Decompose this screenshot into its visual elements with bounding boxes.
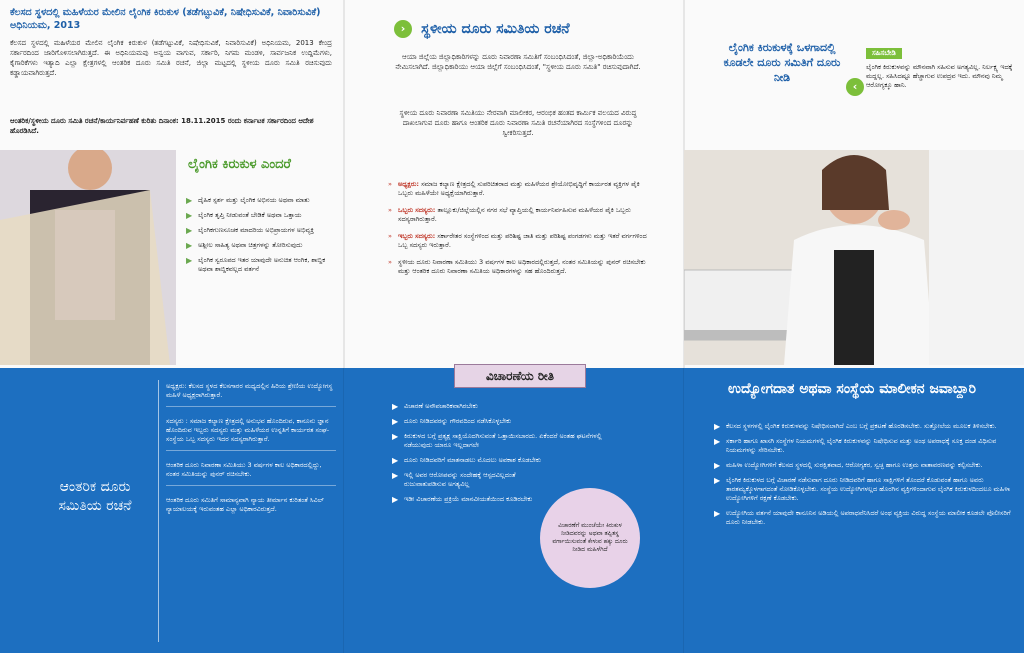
chevron-icon: ▶ <box>714 437 721 446</box>
act-title: ಕೆಲಸದ ಸ್ಥಳದಲ್ಲಿ ಮಹಿಳೆಯರ ಮೇಲಿನ ಲೈಂಗಿಕ ಕಿರುಕುಳ (ತಡೆಗಟ್ಟುವಿಕೆ, ನಿಷೇಧಿಸುವಿಕೆ, ನಿವಾರಿಸುವಿಕೆ) ಅಧಿನಿಯಮ, 2013 <box>10 7 321 31</box>
what-title: ಲೈಂಗಿಕ ಕಿರುಕುಳ ಎಂದರೆ <box>188 157 291 172</box>
chevron-left-icon: ‹ <box>846 78 864 96</box>
chevron-icon: ▶ <box>392 471 399 480</box>
chevron-icon: ▶ <box>392 432 399 441</box>
list-item: ಆಂತರಿಕ ದೂರು ಸಮಿತಿಗೆ ಸಾಮಾನ್ಯವಾಗಿ ನ್ಯಾಯ ತೀರ್ಮಾನ ಕುರಿತಂತೆ ಸಿವಿಲ್ ನ್ಯಾಯಾಲಯಕ್ಕೆ ಇರುವಂತಹ ಎಲ್ಲಾ ಅಧಿಕಾರವಿರುತ್ತದೆ. <box>166 496 324 513</box>
responsibility-section <box>684 368 1024 653</box>
right-panel <box>684 0 1024 653</box>
inquiry-title-box <box>454 364 586 388</box>
chevron-icon: ▶ <box>392 456 399 465</box>
local-committee-header <box>394 18 654 38</box>
inquiry-section <box>344 368 684 653</box>
list-item: ಅಧ್ಯಕ್ಷರು: ಕೆಲಸದ ಸ್ಥಳದ ಕೆಲಸಗಾರರ ಮಧ್ಯದಲ್ಲಿನ ಹಿರಿಯ ಶ್ರೇಣಿಯ ಉದ್ಯೋಗಸ್ಥ ಮಹಿಳೆ ಅಧ್ಯಕ್ಷರಾಗಿರುತ್ತಾರೆ. <box>166 382 336 407</box>
list-item: ▶ ಇಡೀ ವಿಚಾರಣೆಯ ಪ್ರಕ್ರಿಯೆ ಮಾನವೀಯತೆಯಿಂದ ಕೂಡಿರಬೇಕು <box>392 495 533 504</box>
local-para-1: ಆಯಾ ಜಿಲ್ಲೆಯ ಜಿಲ್ಲಾಧಿಕಾರಿಗಳನ್ನು ದೂರು ನಿವಾರಣಾ ಸಮಿತಿಗೆ ಸಂಬಂಧಿಸಿದಂತೆ, ಜಿಲ್ಲಾ-ಅಧಿಕಾರಿಯೆಂದು ನೇಮಿಸಲಾಗಿದೆ. ಜಿಲ್ಲಾಧಿಕಾರಿಯು ಆಯಾ ಜಿಲ್ಲೆಗೆ ಸಂಬಂಧಿಸಿದಂತೆ, "ಸ್ಥಳೀಯ ದೂರು ಸಮಿತಿ" ರಚಿಸುವುದಾಗಿದೆ. <box>395 53 641 71</box>
what-list <box>186 196 334 280</box>
list-item: ▶ ಕೆಲಸದ ಸ್ಥಳಗಳಲ್ಲಿ ಲೈಂಗಿಕ ಕಿರುಕುಳವನ್ನು ನಿಷೇಧಿಸಲಾಗಿದೆ ಎಂಬ ಬಗ್ಗೆ ಪ್ರಕಟಣೆ ಹೊರಡಿಸಬೇಕು. ಸುತ್ತೋಲೆಯ ಮೂಲಕ ತಿಳಿಸಬೇಕು. <box>714 422 997 431</box>
list-item: ▶ ದೈಹಿಕ ಸ್ಪರ್ಶ ಮತ್ತು ಲೈಂಗಿಕ ಅಭಿನಯ ಅಥವಾ ಮಾತು <box>186 196 310 205</box>
chevron-icon: ▶ <box>186 241 193 250</box>
list-item: » ಒಬ್ಬರು ಸದಸ್ಯರು: ತಾಲ್ಲೂಕು/ಜಿಲ್ಲೆಯಲ್ಲಿನ ನಗರ ಸಭೆ ವ್ಯಾಪ್ತಿಯಲ್ಲಿ ಕಾರ್ಯನಿರ್ವಹಿಸುವ ಮಹಿಳೆಯರ ಪೈಕಿ ಒಬ್ಬರು ಸದಸ್ಯರಾಗಿರುತ್ತಾರೆ. <box>388 206 631 223</box>
list-item: ▶ ಮಹಿಳಾ ಉದ್ಯೋಗಿಗಳಿಗೆ ಕೆಲಸದ ಸ್ಥಳದಲ್ಲಿ ಸುರಕ್ಷಿತವಾದ, ಆರೋಗ್ಯಕರ, ಸ್ವಚ್ಛ ಹಾಗೂ ಉತ್ತಮ ವಾತಾವರಣವನ್ನು ಕಲ್ಪಿಸಬೇಕು. <box>714 461 983 470</box>
list-item: ▶ ಲೈಂಗಿಕಗುಣಸೂಚಕ ಮಾದರಿಯ ಅಭಿಪ್ರಾಯಗಳ ಅಭಿವ್ಯಕ್ತಿ <box>186 226 315 235</box>
middle-panel <box>344 0 684 653</box>
inquiry-title: ವಿಚಾರಣೆಯ ರೀತಿ <box>485 369 555 383</box>
rights-circle: ವಿಚಾರಣೆಗೆ ಮುಂಚೆಯೇ ಕಿರುಕುಳ ನೀಡಿದವರನ್ನು ಅಥವಾ ತಪ್ಪಿತಸ್ಥ ವರ್ಗಾಯಿಸುವಂತೆ ಕೇಳುವ ಹಕ್ಕು ದೂರು ನೀಡಿದ ಮಹಿಳೆಗಿದೆ <box>540 488 640 588</box>
woman-at-desk-icon <box>684 150 1024 365</box>
chevron-icon: ▶ <box>714 422 721 431</box>
chevron-icon: ▶ <box>186 226 193 235</box>
chevron-badge-icon: › <box>394 20 412 38</box>
committee-list <box>166 382 336 514</box>
local-committee-title: ಸ್ಥಳೀಯ ದೂರು ಸಮಿತಿಯ ರಚನೆ <box>421 20 570 37</box>
list-item: ▶ ಲೈಂಗಿಕ ತೃಪ್ತಿ ನೀಡುವಂತೆ ಬೇಡಿಕೆ ಅಥವಾ ಒತ್ತಾಯ <box>186 211 302 220</box>
committee-section <box>0 368 344 653</box>
list-item: ಆಂತರಿಕ ದೂರು ನಿವಾರಣಾ ಸಮಿತಿಯು 3 ವರ್ಷಗಳ ಕಾಲ ಅಧಿಕಾರದಲ್ಲಿದ್ದು, ನಂತರ ಸಮಿತಿಯನ್ನು ಪುನರ್ ರಚಿಸಬೇಕು. <box>166 461 336 486</box>
list-item: ▶ ದೂರು ನೀಡಿದವರನ್ನು ಗೌರವದಿಂದ ನಡೆಸಿಕೊಳ್ಳಬೇಕು <box>392 417 512 426</box>
list-item: ▶ ಲೈಂಗಿಕ ಸ್ವರೂಪದ ಇತರ ಯಾವುದೇ ಅನುಚಿತ ಆಂಗಿಕ, ಶಾಬ್ದಿಕ ಅಥವಾ ಶಾಬ್ದಿಕವಲ್ಲದ ವರ್ತನೆ <box>186 256 326 273</box>
list-item: ▶ ವಿಚಾರಣೆ ಅನೌಪಚಾರಿಕವಾಗಿರಬೇಕು <box>392 402 478 411</box>
list-item: ▶ ಸರ್ಕಾರಿ ಹಾಗೂ ಖಾಸಗಿ ಸಂಸ್ಥೆಗಳ ನಿಯಮಗಳಲ್ಲಿ ಲೈಂಗಿಕ ಕಿರುಕುಳವನ್ನು ನಿಷೇಧಿಸುವ ಮತ್ತು ಅಂಥ ಅಪರಾಧಕ್ಕೆ ಸೂಕ್ತ ದಂಡ ವಿಧಿಸುವ ನಿಯಮಗಳನ್ನು ಸೇರಿಸಬೇಕು. <box>714 437 997 454</box>
chevron-icon: ▶ <box>392 495 399 504</box>
chevron-icon: ▶ <box>186 256 193 265</box>
responsibility-title: ಉದ್ಯೋಗದಾತ ಅಥವಾ ಸಂಸ್ಥೆಯ ಮಾಲೀಕನ ಜವಾಬ್ದಾರಿ <box>728 381 976 397</box>
note-text: ಲೈಂಗಿಕ ಕಿರುಕುಳವನ್ನು ಮೌನವಾಗಿ ಸಹಿಸುವ ಅಗತ್ಯವಿಲ್ಲ. ನಿರ್ಲಕ್ಷ್ಯ ಇದಕ್ಕೆ ಮದ್ದಲ್ಲ. ಸಹಿಸಿದಷ್ಟೂ ಹೆಚ್ಚಾಗುವ ಉಪದ್ರವ ಇದು. ಮೌನವು ನಿಮ್ಮ ಆರೋಗ್ಯಕ್ಕೂ ಹಾನಿ. <box>866 63 1013 89</box>
order-note: ಆಂತರಿಕ/ಸ್ಥಳೀಯ ದೂರು ಸಮಿತಿ ರಚನೆ/ಕಾರ್ಯನಿರ್ವಹಣೆ ಕುರಿತು ದಿನಾಂಕ: 18.11.2015 ರಂದು ಕರ್ನಾಟಕ ಸರ್ಕಾರದಿಂದ ಆದೇಶ ಹೊರಡಿಸಿದೆ. <box>10 117 314 135</box>
list-item: ಸದಸ್ಯರು : ಸಮಾಜ ಕಲ್ಯಾಣ ಕ್ಷೇತ್ರದಲ್ಲಿ ಅನುಭವ ಹೊಂದಿರುವ, ಕಾನೂನು ಜ್ಞಾನ ಹೊಂದಿರುವ ಇಬ್ಬರು ಸದಸ್ಯರು ಮತ್ತು ಮಹಿಳೆಯರ ಉನ್ನತಿಗೆ ಕಾರ್ಯರತ ಸಂಘ-ಸಂಸ್ಥೆಯ ಒಬ್ಬ ಸದಸ್ಯರು ಇದರ ಸದಸ್ಯರಾಗಿರುತ್ತಾರೆ. <box>166 417 336 451</box>
act-intro: ಕೆಲಸದ ಸ್ಥಳದಲ್ಲಿ ಮಹಿಳೆಯರ ಮೇಲಿನ ಲೈಂಗಿಕ ಕಿರುಕುಳ (ತಡೆಗಟ್ಟುವಿಕೆ, ನಿಷೇಧಿಸುವಿಕೆ, ನಿವಾರಿಸುವಿಕೆ) ಅಧಿನಿಯಮ, 2013 ಕೇಂದ್ರ ಸರ್ಕಾರದಿಂದ ಜಾರಿಗೊಳಿಸಲಾಗಿರುತ್ತದೆ. ಈ ಅಧಿನಿಯಮವು ಅನ್ವಯ ವಾಗುವ, ಸರ್ಕಾರಿ, ನಿಗಮ ಮಂಡಳಿ, ಸಾರ್ವಜನಿಕ ಉದ್ದಿಮೆಗಳು, ಕೈಗಾರಿಕೆಗಳು ಇತ್ಯಾದಿ ಎಲ್ಲಾ ಕ್ಷೇತ್ರಗಳಲ್ಲಿ ಆಂತರಿಕ ದೂರು ಸಮಿತಿ ರಚನೆ, ಜಿಲ್ಲಾ ಮಟ್ಟದಲ್ಲಿ ಸ್ಥಳೀಯ ದೂರು ಸಮಿತಿ ರಚಿಸುವುದು ಕಡ್ಡಾಯವಾಗಿರುತ್ತದೆ. <box>10 39 332 77</box>
woman-figure-icon <box>0 150 176 365</box>
chevron-icon: » <box>388 232 392 240</box>
list-item: ▶ ಉದ್ಯೋಗಿಯ ವರ್ತನೆ ಯಾವುದೇ ಕಾನೂನಿನ ಅಡಿಯಲ್ಲಿ ಅಪರಾಧವೆನಿಸಿದರೆ ಅಂಥ ವ್ಯಕ್ತಿಯ ವಿರುದ್ಧ ಸಂಸ್ಥೆಯ ಮಾಲೀಕ ಕೂಡಲೇ ಪೊಲೀಸರಿಗೆ ದೂರು ನೀಡಬೇಕು. <box>714 509 1011 526</box>
list-item: ▶ ಇಲ್ಲಿ ಅವರ ಆರೋಪವನ್ನು ಸಂದೇಹಕ್ಕೆ ಆಸ್ಪದವಿಲ್ಲದಂತೆ ರುಜುವಾತುಪಡಿಸುವ ಅಗತ್ಯವಿಲ್ಲ <box>392 471 516 488</box>
list-item: » ಸ್ಥಳೀಯ ದೂರು ನಿವಾರಣಾ ಸಮಿತಿಯು 3 ವರ್ಷಗಳ ಕಾಲ ಅಧಿಕಾರದಲ್ಲಿರುತ್ತದೆ, ನಂತರ ಸಮಿತಿಯನ್ನು ಪುನರ್ ರಚಿಸಬೇಕು ಮತ್ತು ಆಂತರಿಕ ದೂರು ನಿವಾರಣಾ ಸಮಿತಿಯ ಅಧಿಕಾರಗಳನ್ನು ಸಹ ಹೊಂದಿರುತ್ತದೆ. <box>388 258 646 275</box>
members-list <box>388 180 650 276</box>
note-box <box>866 40 1016 90</box>
list-item: ▶ ಲೈಂಗಿಕ ಕಿರುಕುಳದ ಬಗ್ಗೆ ವಿಚಾರಣೆ ನಡೆಸುವಾಗ ದೂರು ನೀಡಿದವರಿಗೆ ಹಾಗೂ ಸಾಕ್ಷಿಗಳಿಗೆ ತೊಂದರೆ ಕೊಡುವಂತೆ ಹಾಗೂ ಅವರು ತಾರತಮ್ಯಕ್ಕೊಳಗಾಗದಂತೆ ನೋಡಿಕೊಳ್ಳಬೇಕು. ಸಂಸ್ಥೆಯ ಉದ್ಯೋಗಿಗಳಲ್ಲದ ಹೊರಗಿನ ವ್ಯಕ್ತಿಗಳಿಂದಾಗುವ ಲೈಂಗಿಕ ಕಿರುಕುಳದಿಂದಲೂ ಮಹಿಳಾ ಉದ್ಯೋಗಿಗಳಿಗೆ ರಕ್ಷಣೆ ಕೊಡಬೇಕು. <box>714 476 1011 502</box>
list-item: ▶ ದೂರು ನೀಡಿದವರಿಗೆ ಮಾತನಾಡಲು ಮೊದಲು ಅವಕಾಶ ಕೊಡಬೇಕು <box>392 456 541 465</box>
woman-defending-photo <box>0 150 176 365</box>
divider <box>158 380 159 642</box>
left-panel <box>0 0 344 653</box>
list-item: ▶ ಅಶ್ಲೀಲ ಸಾಹಿತ್ಯ ಅಥವಾ ಚಿತ್ರಗಳನ್ನು ತೋರಿಸುವುದು <box>186 241 303 250</box>
committee-vertical-title: ಆಂತರಿಕ ದೂರು ಸಮಿತಿಯ ರಚನೆ <box>58 479 132 514</box>
chevron-icon: ▶ <box>186 211 193 220</box>
chevron-icon: » <box>388 206 392 214</box>
note-title: ಸಹಿಸಬೇಡಿ <box>866 48 902 59</box>
list-item: ▶ ಕಿರುಕುಳದ ಬಗ್ಗೆ ಪ್ರತ್ಯಕ್ಷ ಸಾಕ್ಷಿಯೊದಗಿಸುವಂತೆ ಒತ್ತಾಯಿಸಬಾರದು. ಏಕೆಂದರೆ ಅಂತಹ ಘಟನೆಗಳಲ್ಲಿ ನಡೆಯುವುದು ಯಾರೂ ಇಲ್ಲದಾಗಲೇ <box>392 432 602 449</box>
harassment-photo <box>684 150 1024 365</box>
chevron-icon: ▶ <box>714 509 721 518</box>
chevron-icon: » <box>388 258 392 266</box>
responsibility-list <box>714 422 1014 533</box>
chevron-icon: » <box>388 180 392 188</box>
chevron-icon: ▶ <box>714 461 721 470</box>
callout-arrow <box>846 76 864 96</box>
chevron-icon: ▶ <box>186 196 193 205</box>
list-item: » ಇಬ್ಬರು ಸದಸ್ಯರು: ಸರ್ಕಾರೇತರ ಸಂಸ್ಥೆಗಳಿಂದ ಮತ್ತು ಪರಿಶಿಷ್ಟ ಜಾತಿ ಮತ್ತು ಪರಿಶಿಷ್ಟ ಪಂಗಡಗಳು ಮತ್ತು ಇತರೆ ವರ್ಗಗಳಿಂದ ಒಬ್ಬ ಸದಸ್ಯರು ಇರುತ್ತಾರೆ. <box>388 232 647 249</box>
chevron-icon: ▶ <box>392 417 399 426</box>
chevron-icon: ▶ <box>714 476 721 485</box>
callout-text: ಲೈಂಗಿಕ ಕಿರುಕುಳಕ್ಕೆ ಒಳಗಾದಲ್ಲಿ ಕೂಡಲೇ ದೂರು ಸಮಿತಿಗೆ ದೂರು ನೀಡಿ <box>723 41 841 84</box>
list-item: » ಅಧ್ಯಕ್ಷರು: ಸಮಾಜ ಕಲ್ಯಾಣ ಕ್ಷೇತ್ರದಲ್ಲಿ ಸುಪರಿಚಿತರಾದ ಮತ್ತು ಮಹಿಳೆಯರ ಶ್ರೇಯೋಭಿವೃದ್ಧಿಗೆ ಕಾರ್ಯರತ ವ್ಯಕ್ತಿಗಳ ಪೈಕಿ ಒಬ್ಬರು ಮಹಿಳೆಯೇ ಅಧ್ಯಕ್ಷೆಯಾಗಿರುತ್ತಾರೆ. <box>388 180 640 197</box>
chevron-icon: ▶ <box>392 402 399 411</box>
local-para-2: ಸ್ಥಳೀಯ ದೂರು ನಿವಾರಣಾ ಸಮಿತಿಯು ನೇರವಾಗಿ ಮಾಲೀಕರ, ಆರಂಭಿಕ ಹಂತದ ಕಾರ್ಮಿಕ ವಲಯದ ವಿರುದ್ಧ ದಾಖಲಾಗುವ ದೂರು ಹಾಗೂ ಆಂತರಿಕ ದೂರು ನಿವಾರಣಾ ಸಮಿತಿ ರಚನೆಯಾಗಿರದ ಸಂಸ್ಥೆಗಳಿಂದ ದೂರನ್ನು ಸ್ವೀಕರಿಸುತ್ತದೆ. <box>399 109 637 137</box>
